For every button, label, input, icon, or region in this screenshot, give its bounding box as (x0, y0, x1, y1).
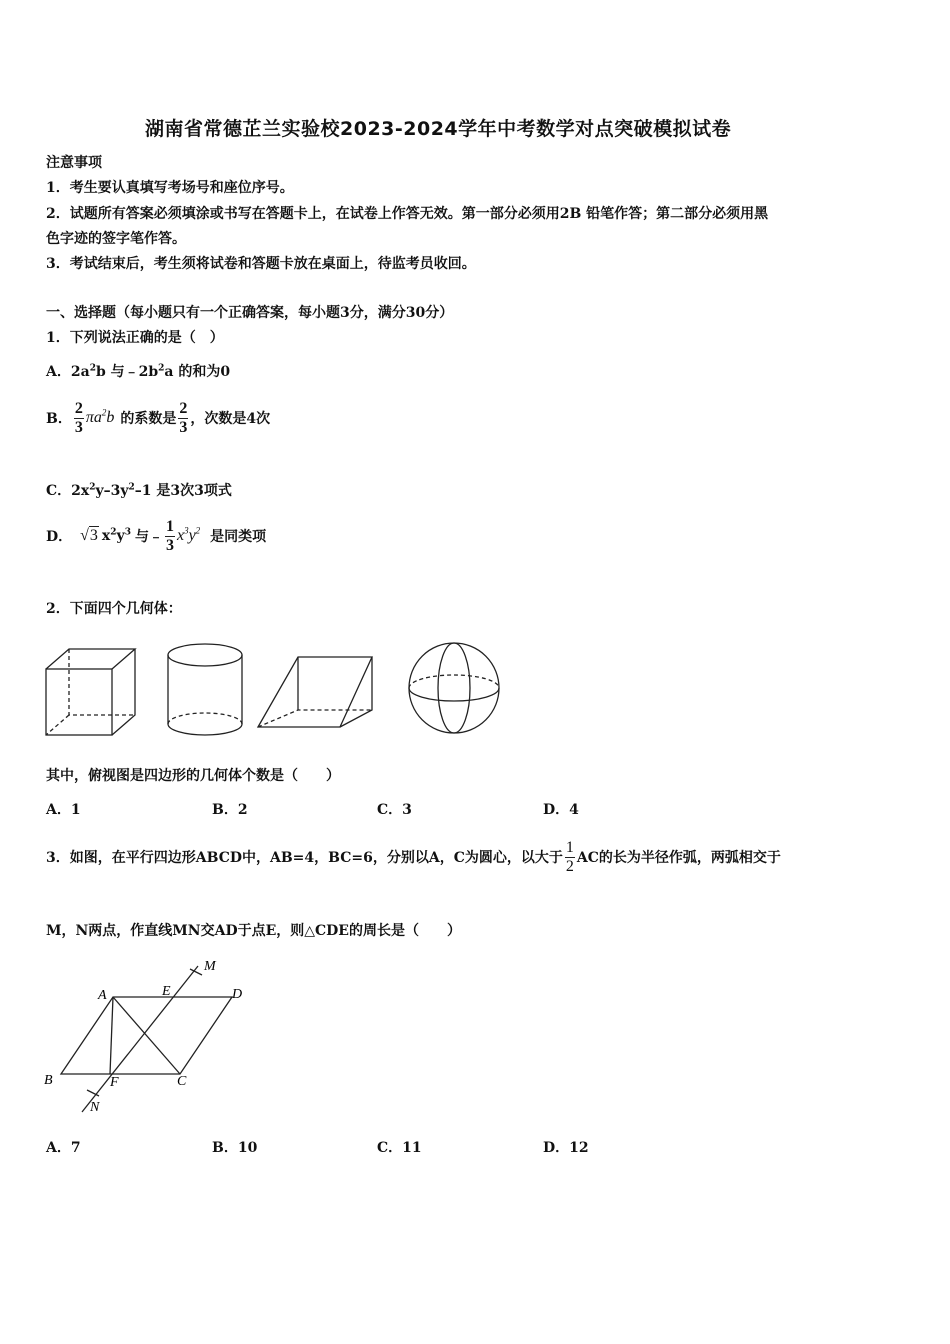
label-a: A (98, 988, 107, 1003)
cube-shape (46, 649, 135, 735)
option-text: 与﹣ (110, 364, 139, 380)
q2-option-d: D．4 (543, 802, 579, 818)
fraction-one-half (565, 839, 575, 876)
frac-num: 2 (179, 399, 188, 417)
q1-option-a: A．$2a^2b$ 与$﹣2b^2a$ 的和为0 (46, 363, 231, 380)
prism-shape (258, 657, 372, 727)
option-label: A． (46, 364, 71, 380)
sqrt-three: √3 (80, 527, 98, 544)
q1-stem: 1．下列说法正确的是（ ） (46, 330, 224, 346)
frac-num: 2 (74, 399, 83, 417)
option-label: B． (46, 411, 72, 427)
label-e: E (162, 984, 171, 999)
q2-question: 其中，俯视图是四边形的几何体个数是（ ） (46, 768, 340, 784)
sqrt-radicand: 3 (89, 527, 98, 544)
frac-num: 1 (565, 838, 574, 856)
label-c: C (177, 1074, 187, 1089)
notice-item-2: 2．试题所有答案必须填涂或书写在答题卡上，在试卷上作答无效。第一部分必须用2B 铅笔作答；第二部分必须用黑 (46, 206, 769, 222)
parallelogram-figure (40, 952, 270, 1117)
option-text-tail: 是同类项 (210, 529, 267, 545)
label-b: B (44, 1073, 53, 1088)
q2-stem: 2．下面四个几何体： (46, 601, 182, 617)
label-m: M (204, 959, 216, 974)
label-f: F (110, 1075, 119, 1090)
frac-den: 3 (179, 418, 188, 436)
q1-option-b: B． $\frac{2}{3}$ $\pi a^2b$ 的系数是 $\frac{2}{3}$ ，次数是4次 (46, 399, 271, 436)
q2-option-a: A．1 (46, 802, 81, 818)
frac-den: 3 (165, 536, 174, 554)
notice-item-1: 1．考生要认真填写考场号和座位序号。 (46, 180, 294, 196)
notice-item-3: 3．考试结束后，考生须将试卷和答题卡放在桌面上，待监考员收回。 (46, 256, 476, 272)
sphere-shape (409, 643, 499, 733)
option-text-tail: 的和为0 (178, 364, 231, 380)
q3-stem-line2: M，N两点，作直线MN交AD于点E，则△CDE的周长是（ ） (46, 923, 461, 939)
segment-af (110, 997, 113, 1074)
q2-option-c: C．3 (377, 802, 412, 818)
frac-den: 2 (565, 857, 574, 875)
cylinder-shape (168, 644, 242, 735)
q3-option-d: D．12 (543, 1140, 589, 1156)
label-d: D (232, 987, 243, 1002)
section-heading: 一、选择题（每小题只有一个正确答案，每小题3分，满分30分） (46, 305, 454, 321)
diagonal-ac (113, 997, 180, 1074)
fraction-one-third (165, 518, 175, 555)
q3-stem-part2: AC的长为半径作弧，两弧相交于 (576, 850, 781, 866)
option-text: 的系数是 (120, 411, 177, 427)
fraction-two-thirds (74, 400, 84, 437)
q3-stem-part1: 3．如图，在平行四边形ABCD中，AB=4，BC=6，分别以A，C为圆心，以大于 (46, 850, 563, 866)
page-title: 湖南省常德芷兰实验校2023-2024学年中考数学对点突破模拟试卷 (145, 118, 732, 140)
option-text-tail: ，次数是4次 (190, 411, 271, 427)
q2-option-b: B．2 (212, 802, 248, 818)
fraction-two-thirds (178, 400, 188, 437)
frac-num: 1 (165, 517, 174, 535)
q3-stem (46, 834, 781, 880)
q3-option-c: C．11 (377, 1140, 422, 1156)
label-n: N (90, 1100, 100, 1115)
frac-den: 3 (74, 418, 83, 436)
q1-option-d: D． √3 $x^2y^3$ 与﹣ $\frac{1}{3}$ $x^3y^2$ 是同类项 (46, 517, 267, 554)
q3-option-b: B．10 (212, 1140, 258, 1156)
option-label: C． (46, 483, 72, 499)
q3-option-a: A．7 (46, 1140, 81, 1156)
solids-figure (40, 636, 520, 746)
notice-heading: 注意事项 (46, 155, 102, 171)
option-label: D． (46, 529, 73, 545)
q1-option-c: C．$2x^2y-3y^2-1$ 是3次3项式 (46, 482, 232, 499)
option-text: 与﹣ (134, 529, 163, 545)
notice-item-2-cont: 色字迹的签字笔作答。 (46, 231, 186, 247)
option-text: 是3次3项式 (156, 483, 232, 499)
